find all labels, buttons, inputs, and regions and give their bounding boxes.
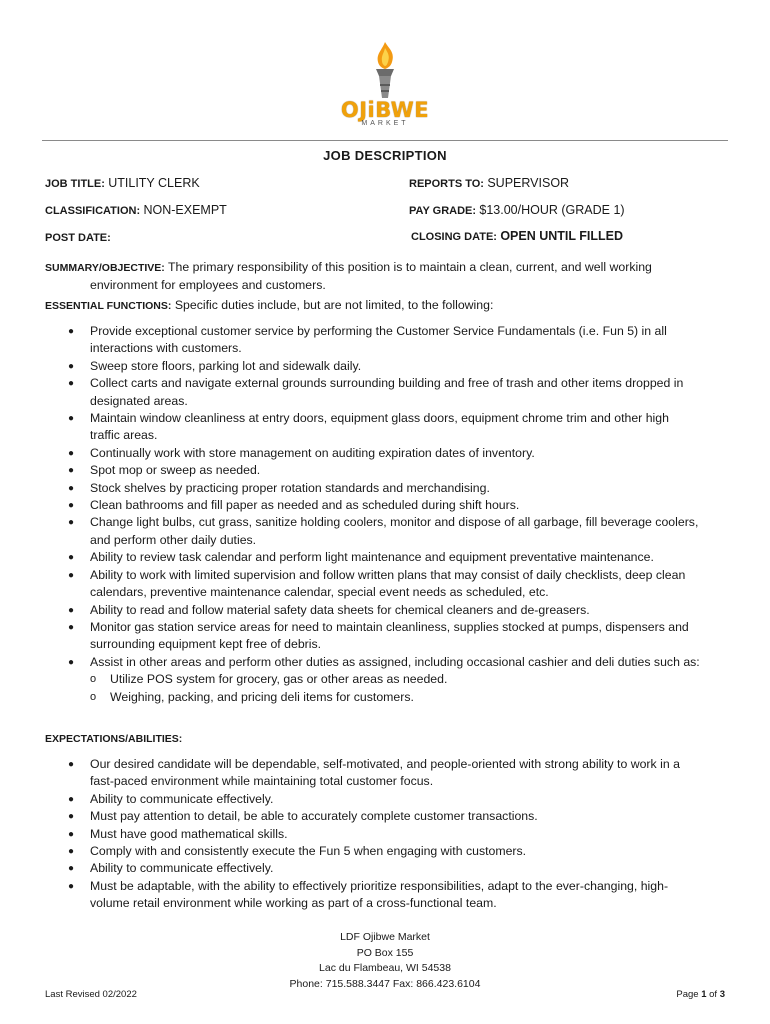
- bullet-icon: ●: [68, 482, 75, 494]
- essential-function-item-line: Stock shelves by practicing proper rotation standards and merchandising.: [90, 480, 490, 495]
- essential-function-item-line: Change light bulbs, cut grass, sanitize holding coolers, monitor and dispose of all garbage, fill beverage coolers,: [90, 515, 699, 530]
- expectations-label: EXPECTATIONS/ABILITIES:: [45, 733, 183, 745]
- essential-function-item: [66, 480, 726, 497]
- circle-bullet-icon: o: [90, 690, 97, 703]
- essential-function-item: [66, 619, 726, 654]
- essential-functions-list: [66, 323, 726, 706]
- expectation-item: [66, 860, 726, 877]
- essential-function-item: [66, 567, 726, 602]
- bullet-icon: ●: [68, 811, 75, 823]
- footer-org: LDF Ojibwe Market: [340, 931, 430, 943]
- essential-function-item: [66, 358, 726, 375]
- essential-function-item-line: calendars, preventive maintenance calendar, special event needs as scheduled, etc.: [90, 585, 549, 600]
- expectation-item-line: volume retail environment while working as part of a cross-functional team.: [90, 896, 497, 911]
- essential-function-item-line: Sweep store floors, parking lot and sidewalk daily.: [90, 358, 362, 373]
- page-current: 1: [701, 989, 707, 1000]
- bullet-icon: ●: [68, 447, 75, 459]
- expectation-item: [66, 791, 726, 808]
- expectation-item: [66, 808, 726, 825]
- reports-to-label: REPORTS TO:: [409, 178, 484, 190]
- logo-brand-text: OJiBWE: [340, 98, 430, 122]
- essential-function-item-line: Ability to review task calendar and perform light maintenance and equipment preventative maintenance.: [90, 550, 654, 565]
- bullet-icon: ●: [68, 500, 75, 512]
- essential-functions-intro: [45, 298, 493, 312]
- pay-grade-field: [409, 203, 625, 217]
- essential-function-item-line: Clean bathrooms and fill paper as needed and as scheduled during shift hours.: [90, 498, 520, 513]
- essential-function-sub-item: [66, 671, 726, 688]
- bullet-icon: ●: [68, 413, 75, 425]
- bullet-icon: ●: [68, 465, 75, 477]
- bullet-icon: ●: [68, 656, 75, 668]
- ojibwe-market-logo: [340, 40, 430, 132]
- classification-field: [45, 203, 227, 217]
- torch-icon: [370, 40, 400, 102]
- expectation-item-line: Must have good mathematical skills.: [90, 826, 288, 841]
- footer-address: [0, 930, 770, 992]
- job-title-field: [45, 176, 200, 190]
- essential-functions-text: Specific duties include, but are not limited, to the following:: [174, 298, 494, 312]
- job-title-value: UTILITY CLERK: [108, 176, 200, 190]
- essential-function-item-line: Monitor gas station service areas for need to maintain cleanliness, supplies stocked at pumps, dispensers and: [90, 619, 689, 634]
- bullet-icon: ●: [68, 569, 75, 581]
- expectation-item: [66, 826, 726, 843]
- page-total: 3: [719, 989, 725, 1000]
- expectations-list: [66, 756, 726, 913]
- essential-function-item-line: Continually work with store management on auditing expiration dates of inventory.: [90, 445, 535, 460]
- bullet-icon: ●: [68, 759, 75, 770]
- essential-function-sub-list: [66, 671, 726, 706]
- essential-function-item-line: designated areas.: [90, 393, 188, 408]
- bullet-icon: ●: [68, 604, 75, 616]
- bullet-icon: ●: [68, 360, 75, 372]
- page-number: [676, 989, 725, 1000]
- bullet-icon: ●: [68, 621, 75, 633]
- essential-function-item: [66, 323, 726, 358]
- expectation-item-line: fast-paced environment while maintaining total customer focus.: [90, 774, 434, 789]
- closing-date-value: OPEN UNTIL FILLED: [500, 229, 623, 243]
- page-prefix: Page: [676, 989, 699, 1000]
- footer-po-box: PO Box 155: [356, 946, 414, 959]
- bullet-icon: ●: [68, 846, 75, 858]
- expectation-item-line: Our desired candidate will be dependable, self-motivated, and people-oriented with strong ability to work in a: [90, 757, 680, 771]
- bullet-icon: ●: [68, 517, 75, 529]
- bullet-icon: ●: [68, 793, 75, 805]
- footer-phone-fax: Phone: 715.588.3447 Fax: 866.423.6104: [289, 977, 481, 990]
- bullet-icon: ●: [68, 378, 75, 390]
- essential-function-item-line: Assist in other areas and perform other duties as assigned, including occasional cashier and deli duties such as:: [90, 654, 700, 669]
- essential-function-item: [66, 654, 726, 671]
- bullet-icon: ●: [68, 552, 75, 564]
- essential-function-item-line: surrounding equipment kept free of debris.: [90, 637, 322, 652]
- essential-functions-label: ESSENTIAL FUNCTIONS:: [45, 300, 172, 312]
- summary-section: [45, 259, 705, 294]
- bullet-icon: ●: [68, 326, 75, 337]
- essential-function-sub-item-text: Utilize POS system for grocery, gas or other areas as needed.: [110, 672, 448, 687]
- expectation-item-line: Ability to communicate effectively.: [90, 791, 274, 806]
- pay-grade-value: $13.00/HOUR (GRADE 1): [479, 203, 625, 217]
- reports-to-field: [409, 176, 569, 190]
- expectation-item: [66, 843, 726, 860]
- essential-function-item-line: Collect carts and navigate external grounds surrounding building and free of trash and other items dropped in: [90, 376, 684, 391]
- essential-function-item: [66, 497, 726, 514]
- post-date-field: [45, 230, 111, 244]
- logo-sub-text: MARKET: [361, 120, 409, 127]
- summary-text-line1: The primary responsibility of this position is to maintain a clean, current, and well working: [168, 260, 652, 274]
- essential-function-item: [66, 602, 726, 619]
- expectation-item-line: Must be adaptable, with the ability to effectively prioritize responsibilities, adapt to the ever-changing, high-: [90, 878, 669, 893]
- header-divider: [42, 140, 728, 141]
- classification-label: CLASSIFICATION:: [45, 205, 141, 217]
- essential-function-item-line: and perform other daily duties.: [90, 532, 257, 547]
- essential-function-item-line: Ability to read and follow material safety data sheets for chemical cleaners and de-greasers.: [90, 602, 590, 617]
- expectation-item: [66, 878, 726, 913]
- expectation-item-line: Ability to communicate effectively.: [90, 861, 274, 876]
- essential-function-item-line: traffic areas.: [90, 428, 158, 443]
- job-title-label: JOB TITLE:: [45, 178, 105, 190]
- essential-function-item: [66, 514, 726, 549]
- essential-function-item-line: interactions with customers.: [90, 341, 242, 356]
- last-revised: Last Revised 02/2022: [45, 989, 137, 1000]
- expectation-item-line: Must pay attention to detail, be able to accurately complete customer transactions.: [90, 809, 538, 824]
- bullet-icon: ●: [68, 863, 75, 875]
- summary-text-line2: environment for employees and customers.: [90, 278, 326, 292]
- essential-function-item: [66, 549, 726, 566]
- document-title: JOB DESCRIPTION: [323, 148, 447, 163]
- closing-date-field: [411, 229, 623, 243]
- page-of: of: [709, 989, 718, 1000]
- bullet-icon: ●: [68, 880, 75, 892]
- essential-function-sub-item-text: Weighing, packing, and pricing deli items for customers.: [110, 689, 414, 704]
- expectation-item-line: Comply with and consistently execute the Fun 5 when engaging with customers.: [90, 844, 527, 859]
- essential-function-item: [66, 445, 726, 462]
- classification-value: NON-EXEMPT: [143, 203, 227, 217]
- essential-function-sub-item: [66, 689, 726, 706]
- essential-function-item: [66, 462, 726, 479]
- reports-to-value: SUPERVISOR: [487, 176, 570, 190]
- closing-date-label: CLOSING DATE:: [411, 231, 497, 243]
- essential-function-item-line: Ability to work with limited supervision and follow written plans that may consist of daily checklists, deep clean: [90, 567, 686, 582]
- pay-grade-label: PAY GRADE:: [409, 205, 477, 217]
- essential-function-item: [66, 410, 726, 445]
- footer-city: Lac du Flambeau, WI 54538: [319, 962, 451, 974]
- post-date-label: POST DATE:: [45, 232, 111, 244]
- expectation-item: [66, 756, 726, 791]
- essential-function-item: [66, 375, 726, 410]
- circle-bullet-icon: o: [90, 673, 97, 686]
- summary-label: SUMMARY/OBJECTIVE:: [45, 262, 165, 274]
- essential-function-item-line: Provide exceptional customer service by performing the Customer Service Fundamentals (i.e. Fun 5) in all: [90, 324, 667, 338]
- bullet-icon: ●: [68, 828, 75, 840]
- essential-function-item-line: Maintain window cleanliness at entry doors, equipment glass doors, equipment chrome trim and other high: [90, 411, 669, 426]
- essential-function-item-line: Spot mop or sweep as needed.: [90, 463, 261, 478]
